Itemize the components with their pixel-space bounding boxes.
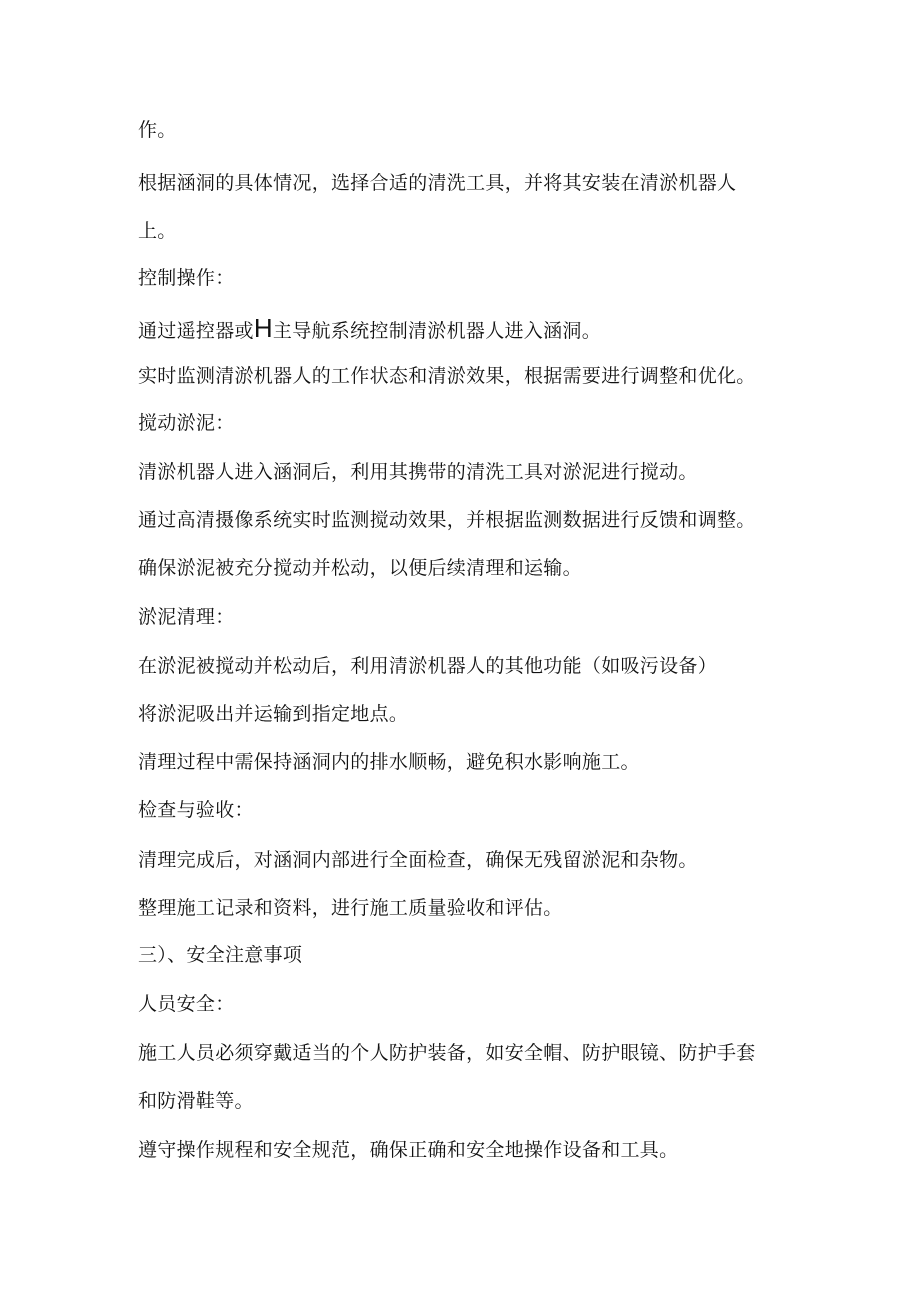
text-line-5-part-1: 通过遥控器或 <box>138 320 254 342</box>
text-line-8: 清淤机器人进入涵洞后，利用其携带的清洗工具对淤泥进行搅动。 <box>138 461 698 483</box>
text-line-2: 根据涵洞的具体情况，选择合适的清洗工具，并将其安装在清淤机器人 <box>138 172 737 194</box>
text-line-14: 清理过程中需保持涵洞内的排水顺畅，避免积水影响施工。 <box>138 751 640 773</box>
text-line-20: 施工人员必须穿戴适当的个人防护装备，如安全帽、防护眼镜、防护手套 <box>138 1042 756 1064</box>
section-heading-silt-cleaning: 淤泥清理： <box>138 606 235 628</box>
text-line-21: 和防滑鞋等。 <box>138 1090 254 1112</box>
text-line-9: 通过高清摄像系统实时监测搅动效果，并根据监测数据进行反馈和调整。 <box>138 509 756 531</box>
text-line-10: 确保淤泥被充分搅动并松动，以便后续清理和运输。 <box>138 557 582 579</box>
text-line-1: 作。 <box>138 119 177 141</box>
text-line-5-letter: H <box>253 313 273 343</box>
section-heading-safety-notes: 三）、安全注意事项 <box>138 944 303 966</box>
text-line-3: 上。 <box>138 220 177 242</box>
text-line-16: 清理完成后，对涵洞内部进行全面检查，确保无残留淤泥和杂物。 <box>138 849 698 871</box>
text-line-17: 整理施工记录和资料，进行施工质量验收和评估。 <box>138 897 563 919</box>
section-heading-personnel-safety: 人员安全： <box>138 993 235 1015</box>
text-line-12: 在淤泥被搅动并松动后，利用清淤机器人的其他功能（如吸污设备） <box>138 655 718 677</box>
section-heading-stir-silt: 搅动淤泥： <box>138 412 235 434</box>
text-line-13: 将淤泥吸出并运输到指定地点。 <box>138 703 409 725</box>
text-line-6: 实时监测清淤机器人的工作状态和清淤效果，根据需要进行调整和优化。 <box>138 365 756 387</box>
text-line-22: 遵守操作规程和安全规范，确保正确和安全地操作设备和工具。 <box>138 1139 679 1161</box>
text-line-5 <box>138 313 601 343</box>
section-heading-control-operation: 控制操作： <box>138 267 235 289</box>
section-heading-inspection-acceptance: 检查与验收： <box>138 799 254 821</box>
text-line-5-part-2: 主导航系统控制清淤机器人进入涵洞。 <box>272 320 601 342</box>
